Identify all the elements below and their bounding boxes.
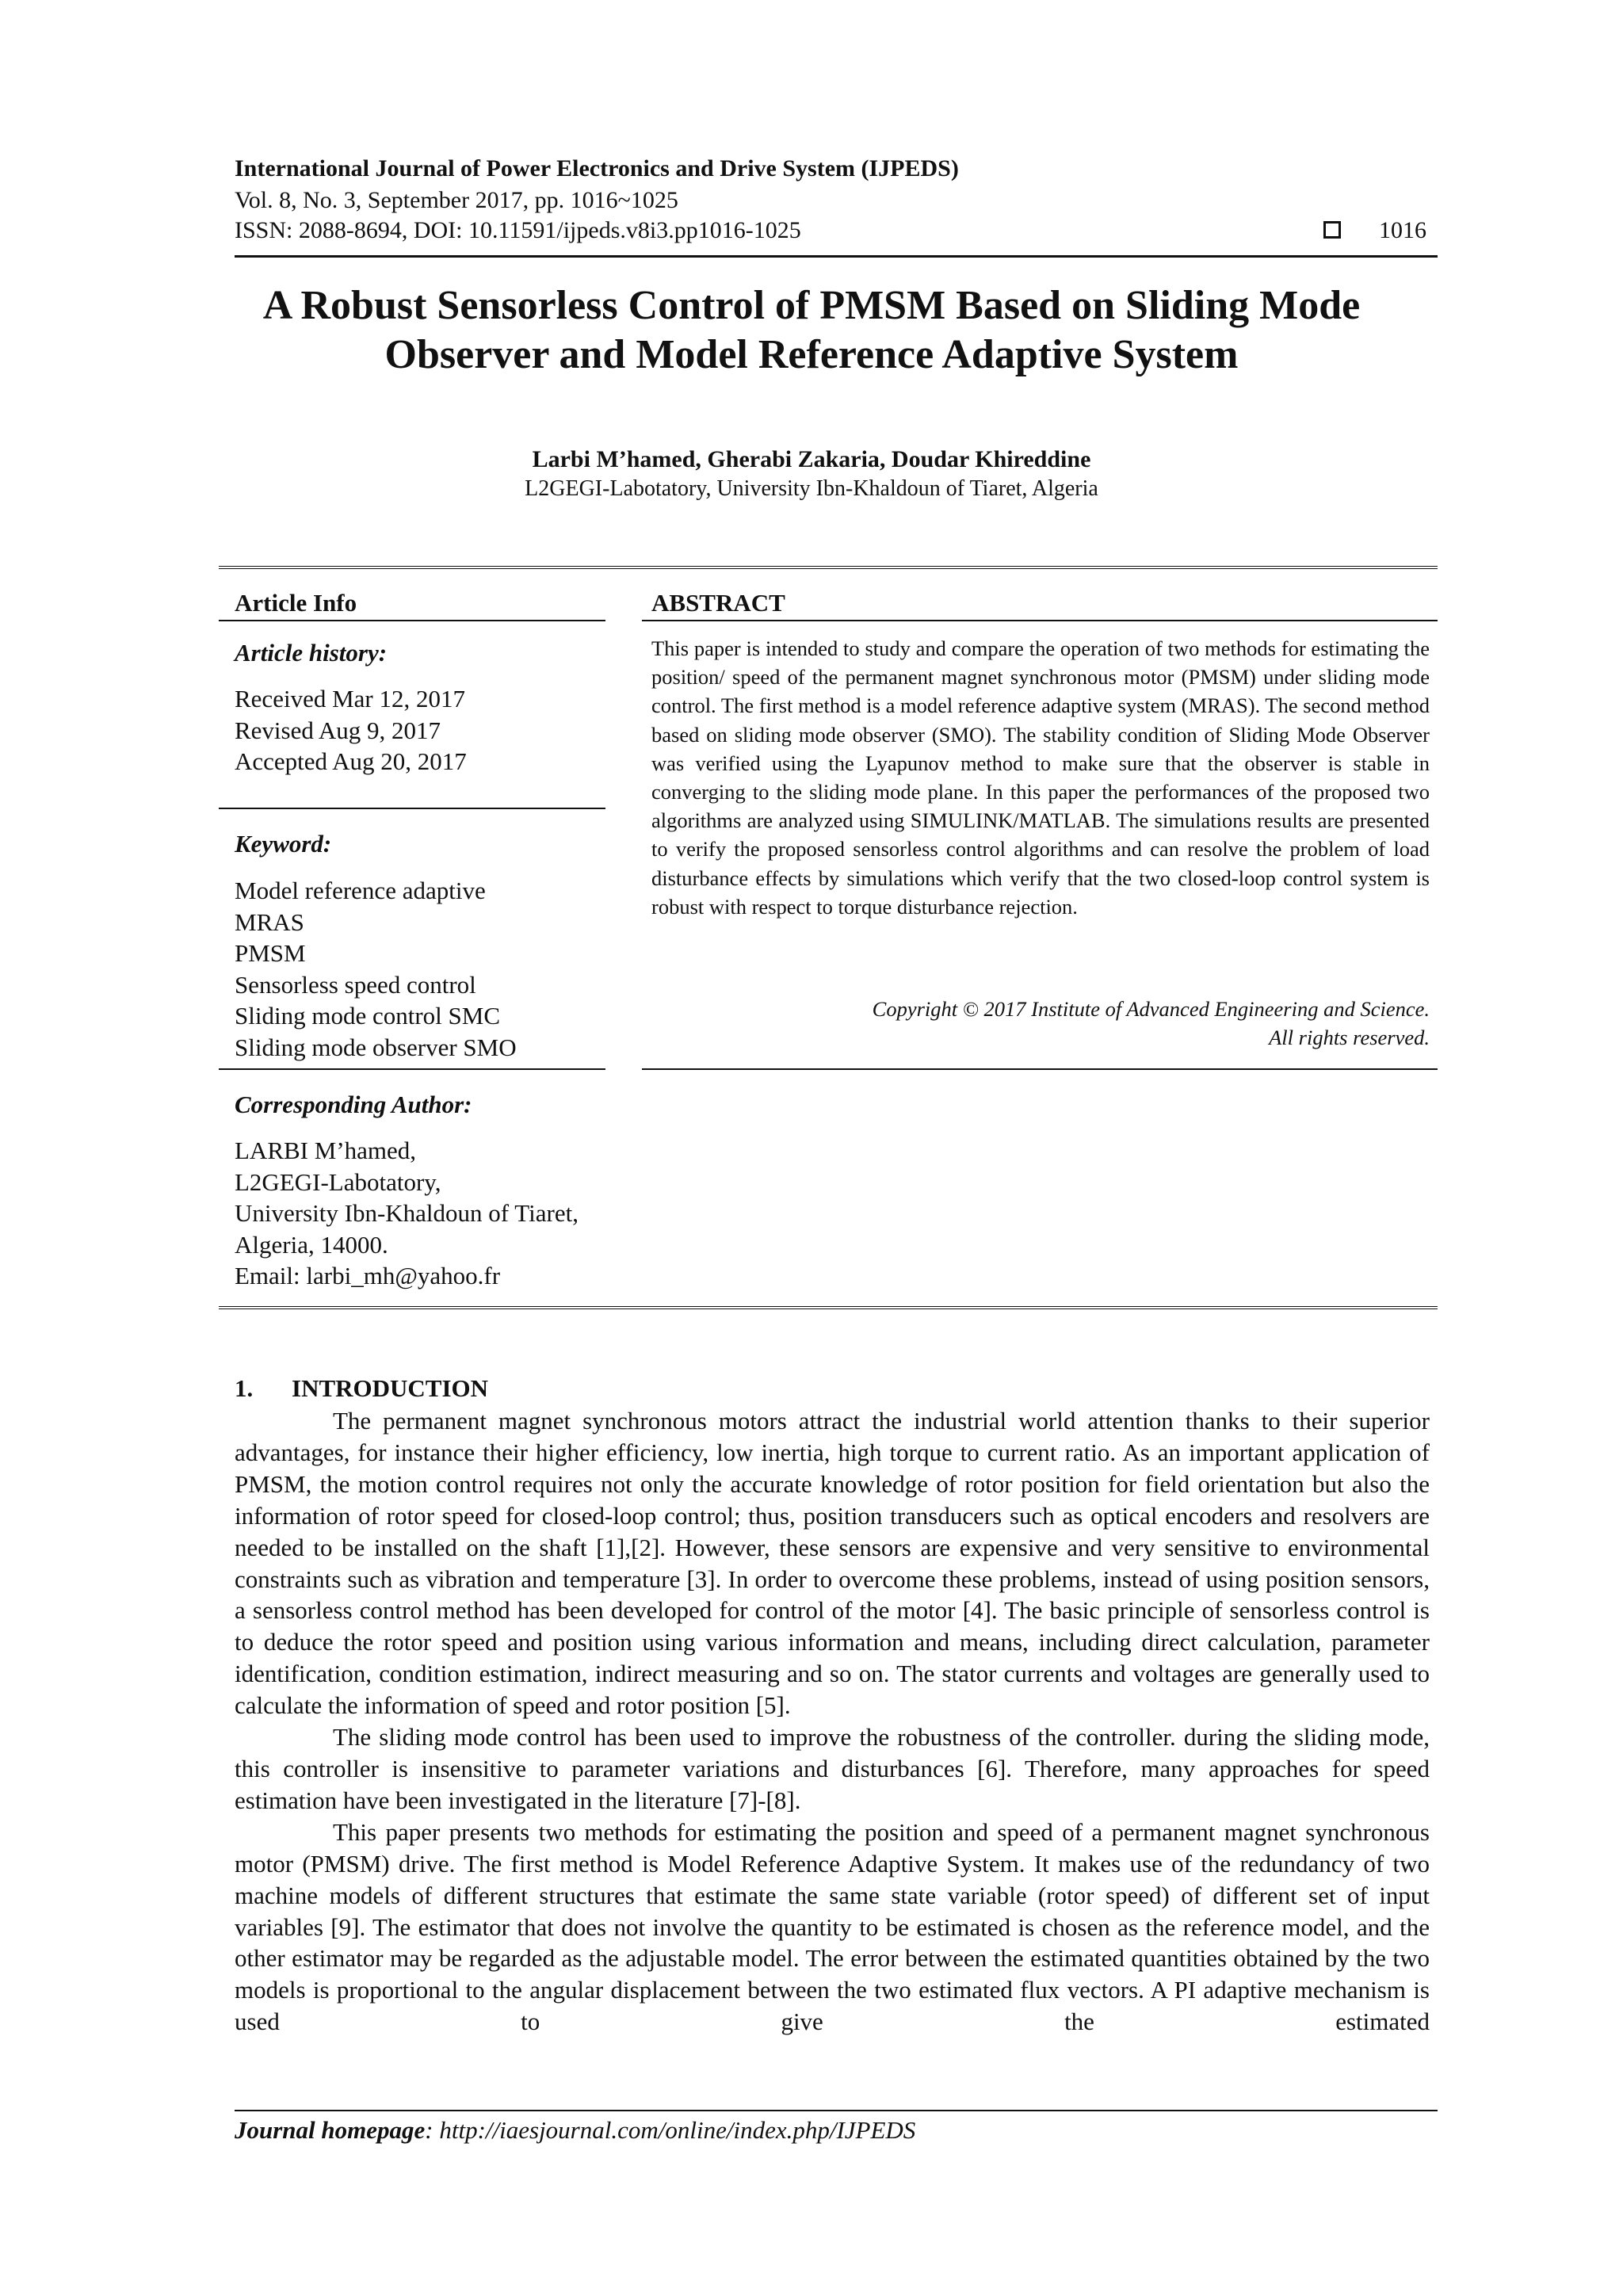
article-history-list: [235, 683, 467, 777]
info-bottom-divider: [219, 1306, 1438, 1309]
paragraph: This paper presents two methods for estimating the position and speed of a permanent magnet synchronous motor (PMSM) drive. The first method is Model Reference Adaptive System. It makes use of the redundancy of two machine models of different structures that estimate the same state variable (rotor speed) of different set of input variables [9]. The estimator that does not involve the quantity to be estimated is chosen as the reference model, and the other estimator may be regarded as the adjustable model. The error between the estimated quantities obtained by the two models is proportional to the angular displacement between the two estimated flux vectors. A PI adaptive mechanism is used to give the estimated: [235, 1817, 1430, 2036]
abstract-heading: ABSTRACT: [651, 589, 785, 617]
author-university: University Ibn-Khaldoun of Tiaret,: [235, 1199, 579, 1228]
article-history-heading: Article history:: [235, 639, 388, 667]
keyword-item: Sliding mode observer SMO: [235, 1033, 517, 1061]
title-line-2: Observer and Model Reference Adaptive System: [384, 332, 1239, 377]
author-lab: L2GEGI-Labotatory,: [235, 1167, 441, 1196]
author-address: Algeria, 14000.: [235, 1230, 388, 1259]
keyword-list: [235, 875, 517, 1064]
keyword-item: Sliding mode control SMC: [235, 1002, 500, 1030]
authors: Larbi M’hamed, Gherabi Zakaria, Doudar Khireddine: [532, 446, 1091, 472]
history-received: Received Mar 12, 2017: [235, 685, 465, 712]
author-email: Email: larbi_mh@yahoo.fr: [235, 1262, 501, 1290]
corresponding-author-details: [235, 1135, 579, 1292]
page-number: 1016: [1379, 217, 1426, 243]
history-divider: [219, 808, 605, 809]
keyword-item: Model reference adaptive: [235, 877, 486, 904]
issn-doi: ISSN: 2088-8694, DOI: 10.11591/ijpeds.v8i3.pp1016-1025: [235, 217, 801, 243]
header-divider: [235, 255, 1438, 258]
history-accepted: Accepted Aug 20, 2017: [235, 747, 467, 776]
footer-divider: [235, 2110, 1438, 2111]
abstract-text: This paper is intended to study and compare the operation of two methods for estimating the position/ speed of the permanent magnet synchronous motor (PMSM) under sliding mode control. The first method is a model reference adaptive system (MRAS). The second method based on sliding mode observer (SMO). The stability condition of Sliding Mode Observer was verified using the Lyapunov method to make sure that the observer is stable in converging to the sliding mode plane. In this paper the performances of the proposed two algorithms are analyzed using SIMULINK/MATLAB. The simulations results are presented to verify the proposed sensorless control algorithms and can resolve the problem of load disturbance effects by simulations which verify that the two closed-loop control system is robust with respect to torque disturbance rejection.: [651, 636, 1430, 919]
homepage-url[interactable]: : http://iaesjournal.com/online/index.php/IJPEDS: [425, 2116, 916, 2144]
keyword-item: MRAS: [235, 907, 304, 936]
section-number: 1.: [235, 1374, 254, 1402]
homepage-label: Journal homepage: [235, 2116, 426, 2144]
section-title: INTRODUCTION: [292, 1374, 489, 1402]
affiliation: L2GEGI-Labotatory, University Ibn-Khaldoun of Tiaret, Algeria: [525, 476, 1098, 501]
volume-info: Vol. 8, No. 3, September 2017, pp. 1016~1025: [235, 187, 678, 213]
history-revised: Revised Aug 9, 2017: [235, 716, 441, 744]
keyword-divider: [219, 1068, 605, 1070]
introduction-body: [235, 1405, 1430, 2038]
keyword-item: Sensorless speed control: [235, 970, 476, 999]
journal-homepage: [235, 2116, 915, 2145]
journal-name: International Journal of Power Electronics and Drive System (IJPEDS): [235, 155, 959, 181]
article-info-underline: [219, 620, 605, 621]
checkbox-icon: [1323, 221, 1341, 239]
copyright-notice: [651, 995, 1430, 1052]
author-name: LARBI M’hamed,: [235, 1137, 417, 1164]
paragraph: The permanent magnet synchronous motors attract the industrial world attention thanks to their superior advantages, for instance their higher efficiency, low inertia, high torque to current ratio. As an important application of PMSM, the motion control requires not only the accurate knowledge of rotor position for field orientation but also the information of rotor speed for closed-loop control; thus, position transducers such as optical encoders and resolvers are needed to be installed on the shaft [1],[2]. However, these sensors are expensive and very sensitive to environmental constraints such as vibration and temperature [3]. In order to overcome these problems, instead of using position sensors, a sensorless control method has been developed for control of the motor [4]. The basic principle of sensorless control is to deduce the rotor speed and position using various information and means, including direct calculation, parameter identification, condition estimation, indirect measuring and so on. The stator currents and voltages are generally used to calculate the information of speed and rotor position [5].: [235, 1407, 1430, 1720]
abstract-underline: [642, 620, 1438, 621]
keyword-heading: Keyword:: [235, 830, 332, 858]
corresponding-author-heading: Corresponding Author:: [235, 1091, 472, 1118]
introduction-heading: [235, 1374, 488, 1403]
keyword-item: PMSM: [235, 939, 306, 968]
copyright-line-2: All rights reserved.: [1269, 1026, 1430, 1049]
abstract-bottom-divider: [642, 1068, 1438, 1070]
title-line-1: A Robust Sensorless Control of PMSM Based on Sliding Mode: [262, 283, 1361, 328]
copyright-line-1: Copyright © 2017 Institute of Advanced Engineering and Science.: [872, 997, 1430, 1021]
paragraph: The sliding mode control has been used to improve the robustness of the controller. during the sliding mode, this controller is insensitive to parameter variations and disturbances [6]. Therefore, many approaches for speed estimation have been investigated in the literature [7]-[8].: [235, 1723, 1430, 1814]
info-top-divider: [219, 566, 1438, 569]
paper-title: [158, 281, 1465, 380]
article-info-heading: Article Info: [235, 589, 357, 617]
